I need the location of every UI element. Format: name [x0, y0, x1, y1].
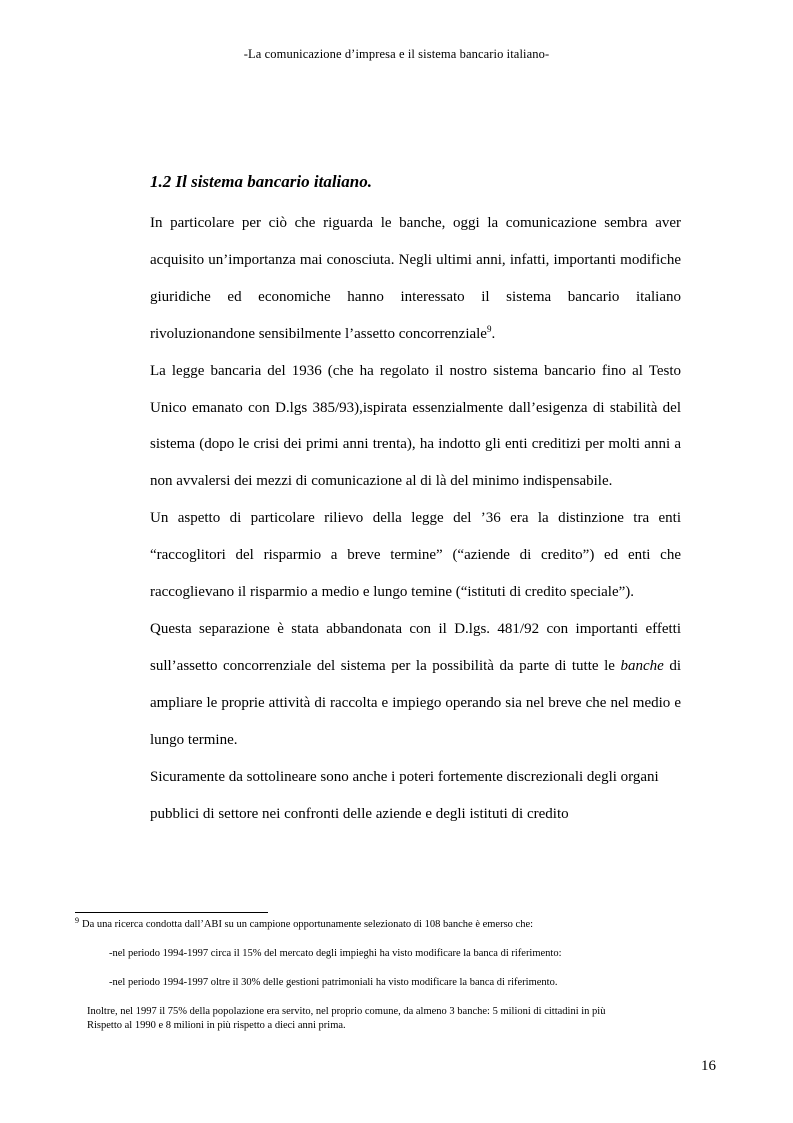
- footnote-reference[interactable]: 9: [486, 323, 492, 334]
- paragraph-4: [150, 611, 681, 759]
- footnote: [75, 918, 684, 1033]
- paragraph-1-end: .: [491, 325, 496, 342]
- footnote-marker: 9: [75, 916, 79, 925]
- footnote-intro: [75, 918, 684, 932]
- footnote-item-2: -nel periodo 1994-1997 oltre il 30% delle gestioni patrimoniali ha visto modificare la banca di riferimento.: [109, 977, 558, 988]
- paragraph-1-text: In particolare per ciò che riguarda le banche, oggi la comunicazione sembra aver acquisito un’importanza mai conosciuta. Negli ultimi anni, infatti, importanti modifiche giuridiche ed economiche hanno interessato il sistema bancario italiano rivoluzionandone sensibilmente l’assetto concorrenziale: [150, 215, 681, 342]
- footnote-closing-line-2: Rispetto al 1990 e 8 milioni in più rispetto a dieci anni prima.: [87, 1020, 346, 1031]
- page-number: 16: [701, 1058, 716, 1074]
- body-text: [150, 205, 681, 832]
- footnote-separator: [75, 912, 268, 913]
- paragraph-4-italic: banche: [620, 657, 664, 674]
- footnote-closing: [87, 1005, 684, 1033]
- paragraph-2: La legge bancaria del 1936 (che ha regolato il nostro sistema bancario fino al Testo Unico emanato con D.lgs 385/93),ispirata essenzialmente dall’esigenza di stabilità del sistema (dopo le crisi dei primi anni trenta), ha indotto gli enti creditizi per molti anni a non avvalersi dei mezzi di comunicazione al di là del minimo indispensabile.: [150, 362, 681, 490]
- paragraph-5: Sicuramente da sottolineare sono anche i poteri fortemente discrezionali degli organi pubblici di settore nei confronti delle aziende e degli istituti di credito: [150, 768, 659, 822]
- running-header: -La comunicazione d’impresa e il sistema bancario italiano-: [243, 47, 550, 61]
- paragraph-4-after: di ampliare le proprie attività di raccolta e impiego operando sia nel breve che nel medio e lungo termine.: [150, 657, 681, 748]
- section-title: 1.2 Il sistema bancario italiano.: [150, 172, 372, 191]
- paragraph-1: [150, 205, 681, 353]
- paragraph-4-before: Questa separazione è stata abbandonata con il D.lgs. 481/92 con importanti effetti sull’assetto concorrenziale del sistema per la possibilità da parte di tutte le: [150, 620, 681, 674]
- footnote-closing-line-1: Inoltre, nel 1997 il 75% della popolazione era servito, nel proprio comune, da almeno 3 banche: 5 milioni di cittadini in più: [87, 1006, 606, 1017]
- paragraph-3: Un aspetto di particolare rilievo della legge del ’36 era la distinzione tra enti “raccoglitori del risparmio a breve termine” (“aziende di credito”) ed enti che raccoglievano il risparmio a medio e lungo temine (“istituti di credito speciale”).: [150, 510, 681, 601]
- footnote-item-1: -nel periodo 1994-1997 circa il 15% del mercato degli impieghi ha visto modificare la banca di riferimento:: [109, 948, 562, 959]
- footnote-intro-text: Da una ricerca condotta dall’ABI su un campione opportunamente selezionato di 108 banche è emerso che:: [82, 919, 534, 930]
